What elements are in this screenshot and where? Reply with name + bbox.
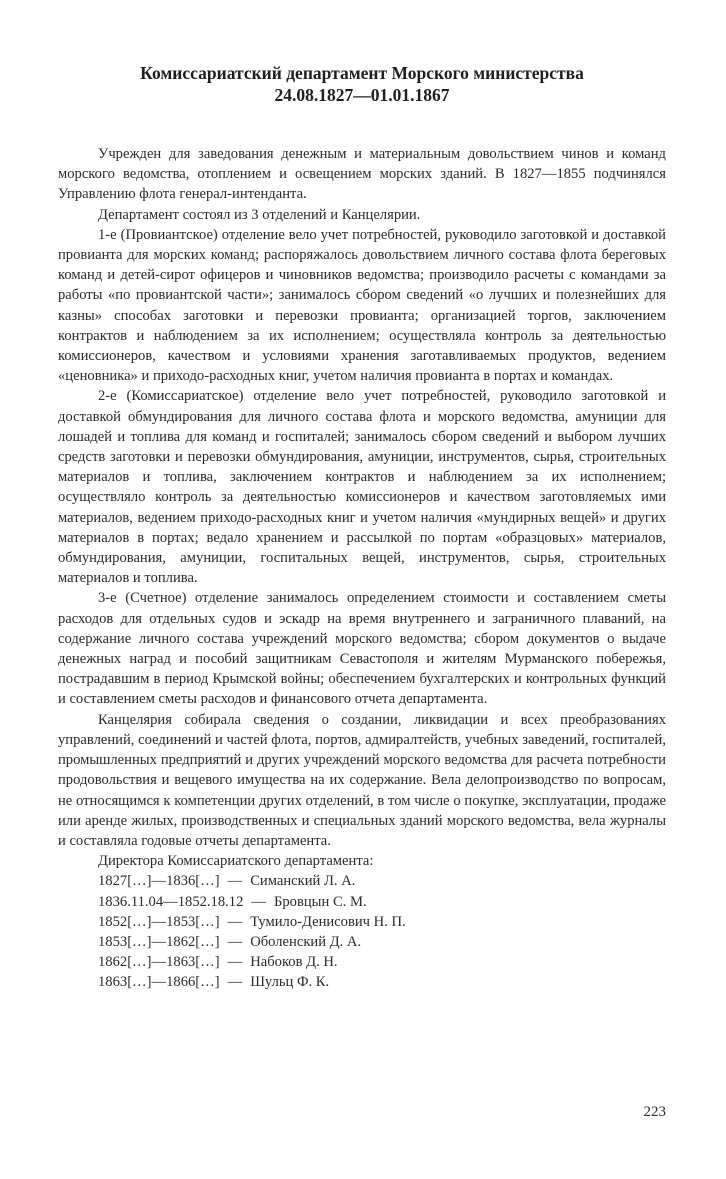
director-name: Бровцын С. М. [274,893,367,910]
director-name: Оболенский Д. А. [250,933,362,950]
director-separator: — [227,954,243,971]
page-title [58,62,666,106]
page-number: 223 [643,1104,666,1120]
directors-list [58,851,666,992]
body-text [58,144,666,851]
director-row [98,912,666,932]
director-period: 1852[…]—1853[…] [98,913,220,930]
paragraph-intro: Учрежден для заведования денежным и материальным довольствием чинов и команд морского ведомства, отоплением и освещением морских зданий. В 1827—1855 подчинялся Управлению флота генерал-интенданта. [58,146,666,203]
document-page [58,62,666,993]
director-period: 1827[…]—1836[…] [98,873,220,890]
director-name: Набоков Д. Н. [250,954,338,971]
director-separator: — [227,974,243,991]
director-row [98,932,666,952]
paragraph-structure: Департамент состоял из 3 отделений и Канцелярии. [98,206,421,223]
paragraph-department-2: 2-е (Комиссариатское) отделение вело учет потребностей, руководило заготовкой и доставкой обмундирования для личного состава флота и морского ведомства, амуниции для лошадей и топлива для команд и госпиталей; занималось сбором сведений и выбором лучших средств заготовки и перевозки обмундирования, амуниции, инструментов, сырья, строительных материалов и топлива, заключением контрактов и наблюдением за их исполнением; осуществляло контроль за деятельностью комиссионеров и качеством заготовляемых ими материалов, ведением приходо-расходных книг и учетом наличия «мундирных вещей» и других материалов в портах; ведало хранением и рассылкой по портам «образцовых» материалов, обмундирования, амуниции, госпитальных вещей, инструментов, сырья, строительных материалов и топлива. [58,388,666,587]
director-separator: — [227,913,243,930]
director-period: 1836.11.04—1852.18.12 [98,893,244,910]
directors-heading: Директора Комиссариатского департамента: [98,853,374,870]
director-period: 1862[…]—1863[…] [98,954,220,971]
director-period: 1853[…]—1862[…] [98,933,220,950]
director-separator: — [227,933,243,950]
director-separator: — [227,873,243,890]
director-row [98,972,666,992]
paragraph-department-1: 1-е (Провиантское) отделение вело учет потребностей, руководило заготовкой и доставкой провианта для морских команд; распоряжалось довольствием личного состава флота береговых команд и детей-сирот офицеров и чиновников ведомства; производило расчеты с командами за работы «по провиантской части»; занималось сбором сведений «о лучших и полезнейших для казны» способах заготовки и перевозки провианта; организацией торгов, заключением контрактов и наблюдением за их исполнением; осуществляла контроль за деятельностью комиссионеров, качеством и условиями хранения заготавливаемых продуктов, ведением «ценовника» и приходо-расходных книг, учетом наличия провианта в портах и командах. [58,226,666,385]
director-row [98,892,666,912]
director-separator: — [251,893,266,910]
director-row [98,952,666,972]
director-name: Шульц Ф. К. [250,974,330,991]
title-line-1: Комиссариатский департамент Морского министерства [140,63,584,83]
paragraph-department-3: 3-е (Счетное) отделение занималось определением стоимости и составлением сметы расходов для отдельных судов и эскадр на время внутреннего и заграничного плаваний, на содержание личного состава учреждений морского ведомства; сбором документов о выдаче денежных наград и пособий защитникам Севастополя и жителям Мурманского побережья, пострадавшим в период Крымской войны; обеспечением бухгалтерских и контрольных функций и составлением сметы расходов и финансового отчета департамента. [58,590,666,708]
director-row [98,871,666,891]
title-line-2: 24.08.1827—01.01.1867 [274,85,450,105]
director-name: Симанский Л. А. [250,873,356,890]
director-period: 1863[…]—1866[…] [98,974,220,991]
paragraph-chancellery: Канцелярия собирала сведения о создании, ликвидации и всех преобразованиях управлений, соединений и частей флота, портов, адмиралтейств, учебных заведений, госпиталей, промышленных предприятий и других учреждений морского ведомства для расчета потребности продовольствия и вещевого имущества на их содержание. Вела делопроизводство по вопросам, не относящимся к компетенции других отделений, в том числе о покупке, эксплуатации, продаже или аренде жилых, производственных и специальных зданий морского ведомства, вела журналы и составляла годовые отчеты департамента. [58,711,666,849]
director-name: Тумило-Денисович Н. П. [250,913,406,930]
